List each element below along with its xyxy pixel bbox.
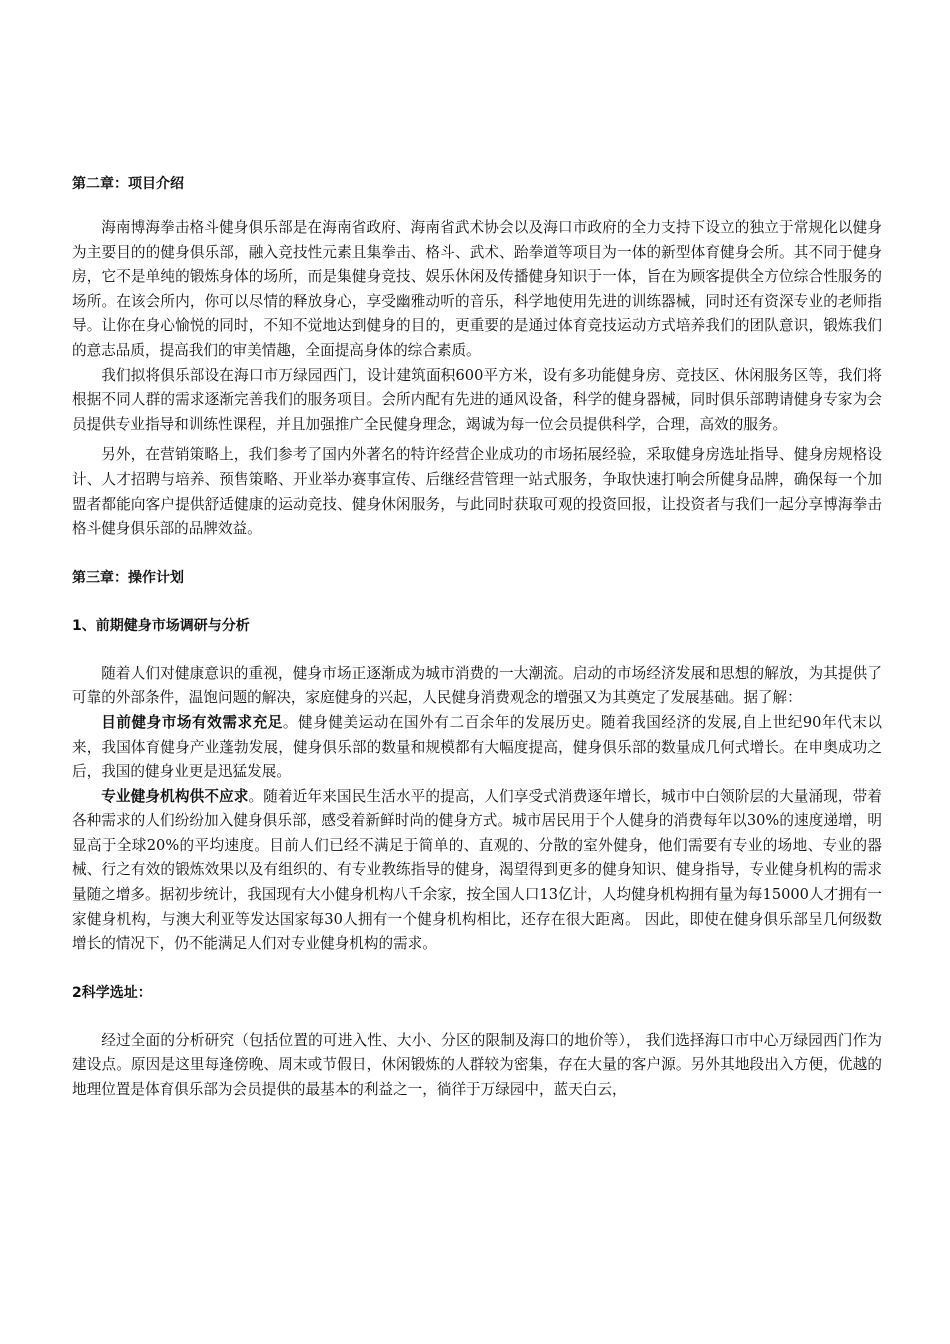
- section-2-paragraph: 经过全面的分析研究（包括位置的可进入性、大小、分区的限制及海口的地价等）， 我们选择海口市中心万绿园西门作为建设点。原因是这里每逢傍晚、周末或节假日，休闲锻炼的人群较为密集，存在大量的客户源。另外其地段出入方便，优越的地理位置是体育俱乐部为会员提供的最基本的利益之一，徜徉于万绿园中，蓝天白云，: [72, 1031, 882, 1099]
- section-1-intro: 随着人们对健康意识的重视，健身市场正逐渐成为城市消费的一大潮流。启动的市场经济发展和思想的解放，为其提供了可靠的外部条件，温饱问题的解决，家庭健身的兴起，人民健身消费观念的增强又为其奠定了发展基础。据了解：: [72, 664, 882, 707]
- document-page: [72, 172, 882, 1103]
- point-2-text: 。随着近年来国民生活水平的提高，人们享受式消费逐年增长，城市中白领阶层的大量涌现，带着各种需求的人们纷纷加入健身俱乐部，感受着新鲜时尚的健身方式。城市居民用于个人健身的消费每年以30%的速度递增，明显高于全球20%的平均速度。目前人们已经不满足于简单的、直观的、分散的室外健身，他们需要有专业的场地、专业的器械、行之有效的锻炼效果以及有组织的、有专业教练指导的健身，渴望得到更多的健身知识、健身指导，专业健身机构的需求量随之增多。据初步统计，我国现有大小健身机构八千余家，按全国人口13亿计，人均健身机构拥有量为每15000人才拥有一家健身机构，与澳大利亚等发达国家每30人拥有一个健身机构相比，还存在很大距离。 因此，即使在健身俱乐部呈几何级数增长的情况下，仍不能满足人们对专业健身机构的需求。: [72, 787, 882, 953]
- section-1-point-2: [72, 785, 882, 957]
- point-1-text: 。健身健美运动在国外有二百余年的发展历史。随着我国经济的发展,自上世纪90年代末以来，我国体育健身产业蓬勃发展，健身俱乐部的数量和规模都有大幅度提高，健身俱乐部的数量成几何式增长。在申奥成功之后，我国的健身业更是迅猛发展。: [72, 713, 882, 781]
- point-2-bold-lead: 专业健身机构供不应求: [101, 787, 249, 805]
- section-1-heading: 1、前期健身市场调研与分析: [72, 617, 250, 634]
- chapter-2-paragraph-1: 海南博海拳击格斗健身俱乐部是在海南省政府、海南省武术协会以及海口市政府的全力支持下设立的独立于常规化以健身为主要目的的健身俱乐部，融入竞技性元素且集拳击、格斗、武术、跆拳道等项目为一体的新型体育健身会所。其不同于健身房，它不是单纯的锻炼身体的场所，而是集健身竞技、娱乐休闲及传播健身知识于一体，旨在为顾客提供全方位综合性服务的场所。在该会所内，你可以尽情的释放身心，享受幽雅动听的音乐，科学地使用先进的训练器械，同时还有资深专业的老师指导。让你在身心愉悦的同时，不知不觉地达到健身的目的，更重要的是通过体育竞技运动方式培养我们的团队意识，锻炼我们的意志品质，提高我们的审美情趣，全面提高身体的综合素质。: [72, 219, 882, 359]
- chapter-3-heading: 第三章：操作计划: [72, 569, 184, 586]
- chapter-2-heading: 第二章：项目介绍: [72, 176, 184, 192]
- chapter-2-paragraph-3: 另外，在营销策略上，我们参考了国内外著名的特许经营企业成功的市场拓展经验，采取健身房选址指导、健身房规格设计、人才招聘与培养、预售策略、开业举办赛事宣传、后继经营管理一站式服务，争取快速打响会所健身品牌，确保每一个加盟者都能向客户提供舒适健康的运动竞技、健身休闲服务，与此同时获取可观的投资回报，让投资者与我们一起分享博海拳击格斗健身俱乐部的品牌效益。: [72, 446, 882, 538]
- section-1-point-1: [72, 711, 882, 785]
- chapter-2-paragraph-2: 我们拟将俱乐部设在海口市万绿园西门，设计建筑面积600平方米，设有多功能健身房、竞技区、休闲服务区等，我们将根据不同人群的需求逐渐完善我们的服务项目。会所内配有先进的通风设备，科学的健身器械，同时俱乐部聘请健身专家为会员提供专业指导和训练性课程，并且加强推广全民健身理念，竭诚为每一位会员提供科学，合理，高效的服务。: [72, 366, 882, 433]
- section-2-heading: 2科学选址：: [72, 984, 152, 1001]
- point-1-bold-lead: 目前健身市场有效需求充足: [101, 713, 283, 731]
